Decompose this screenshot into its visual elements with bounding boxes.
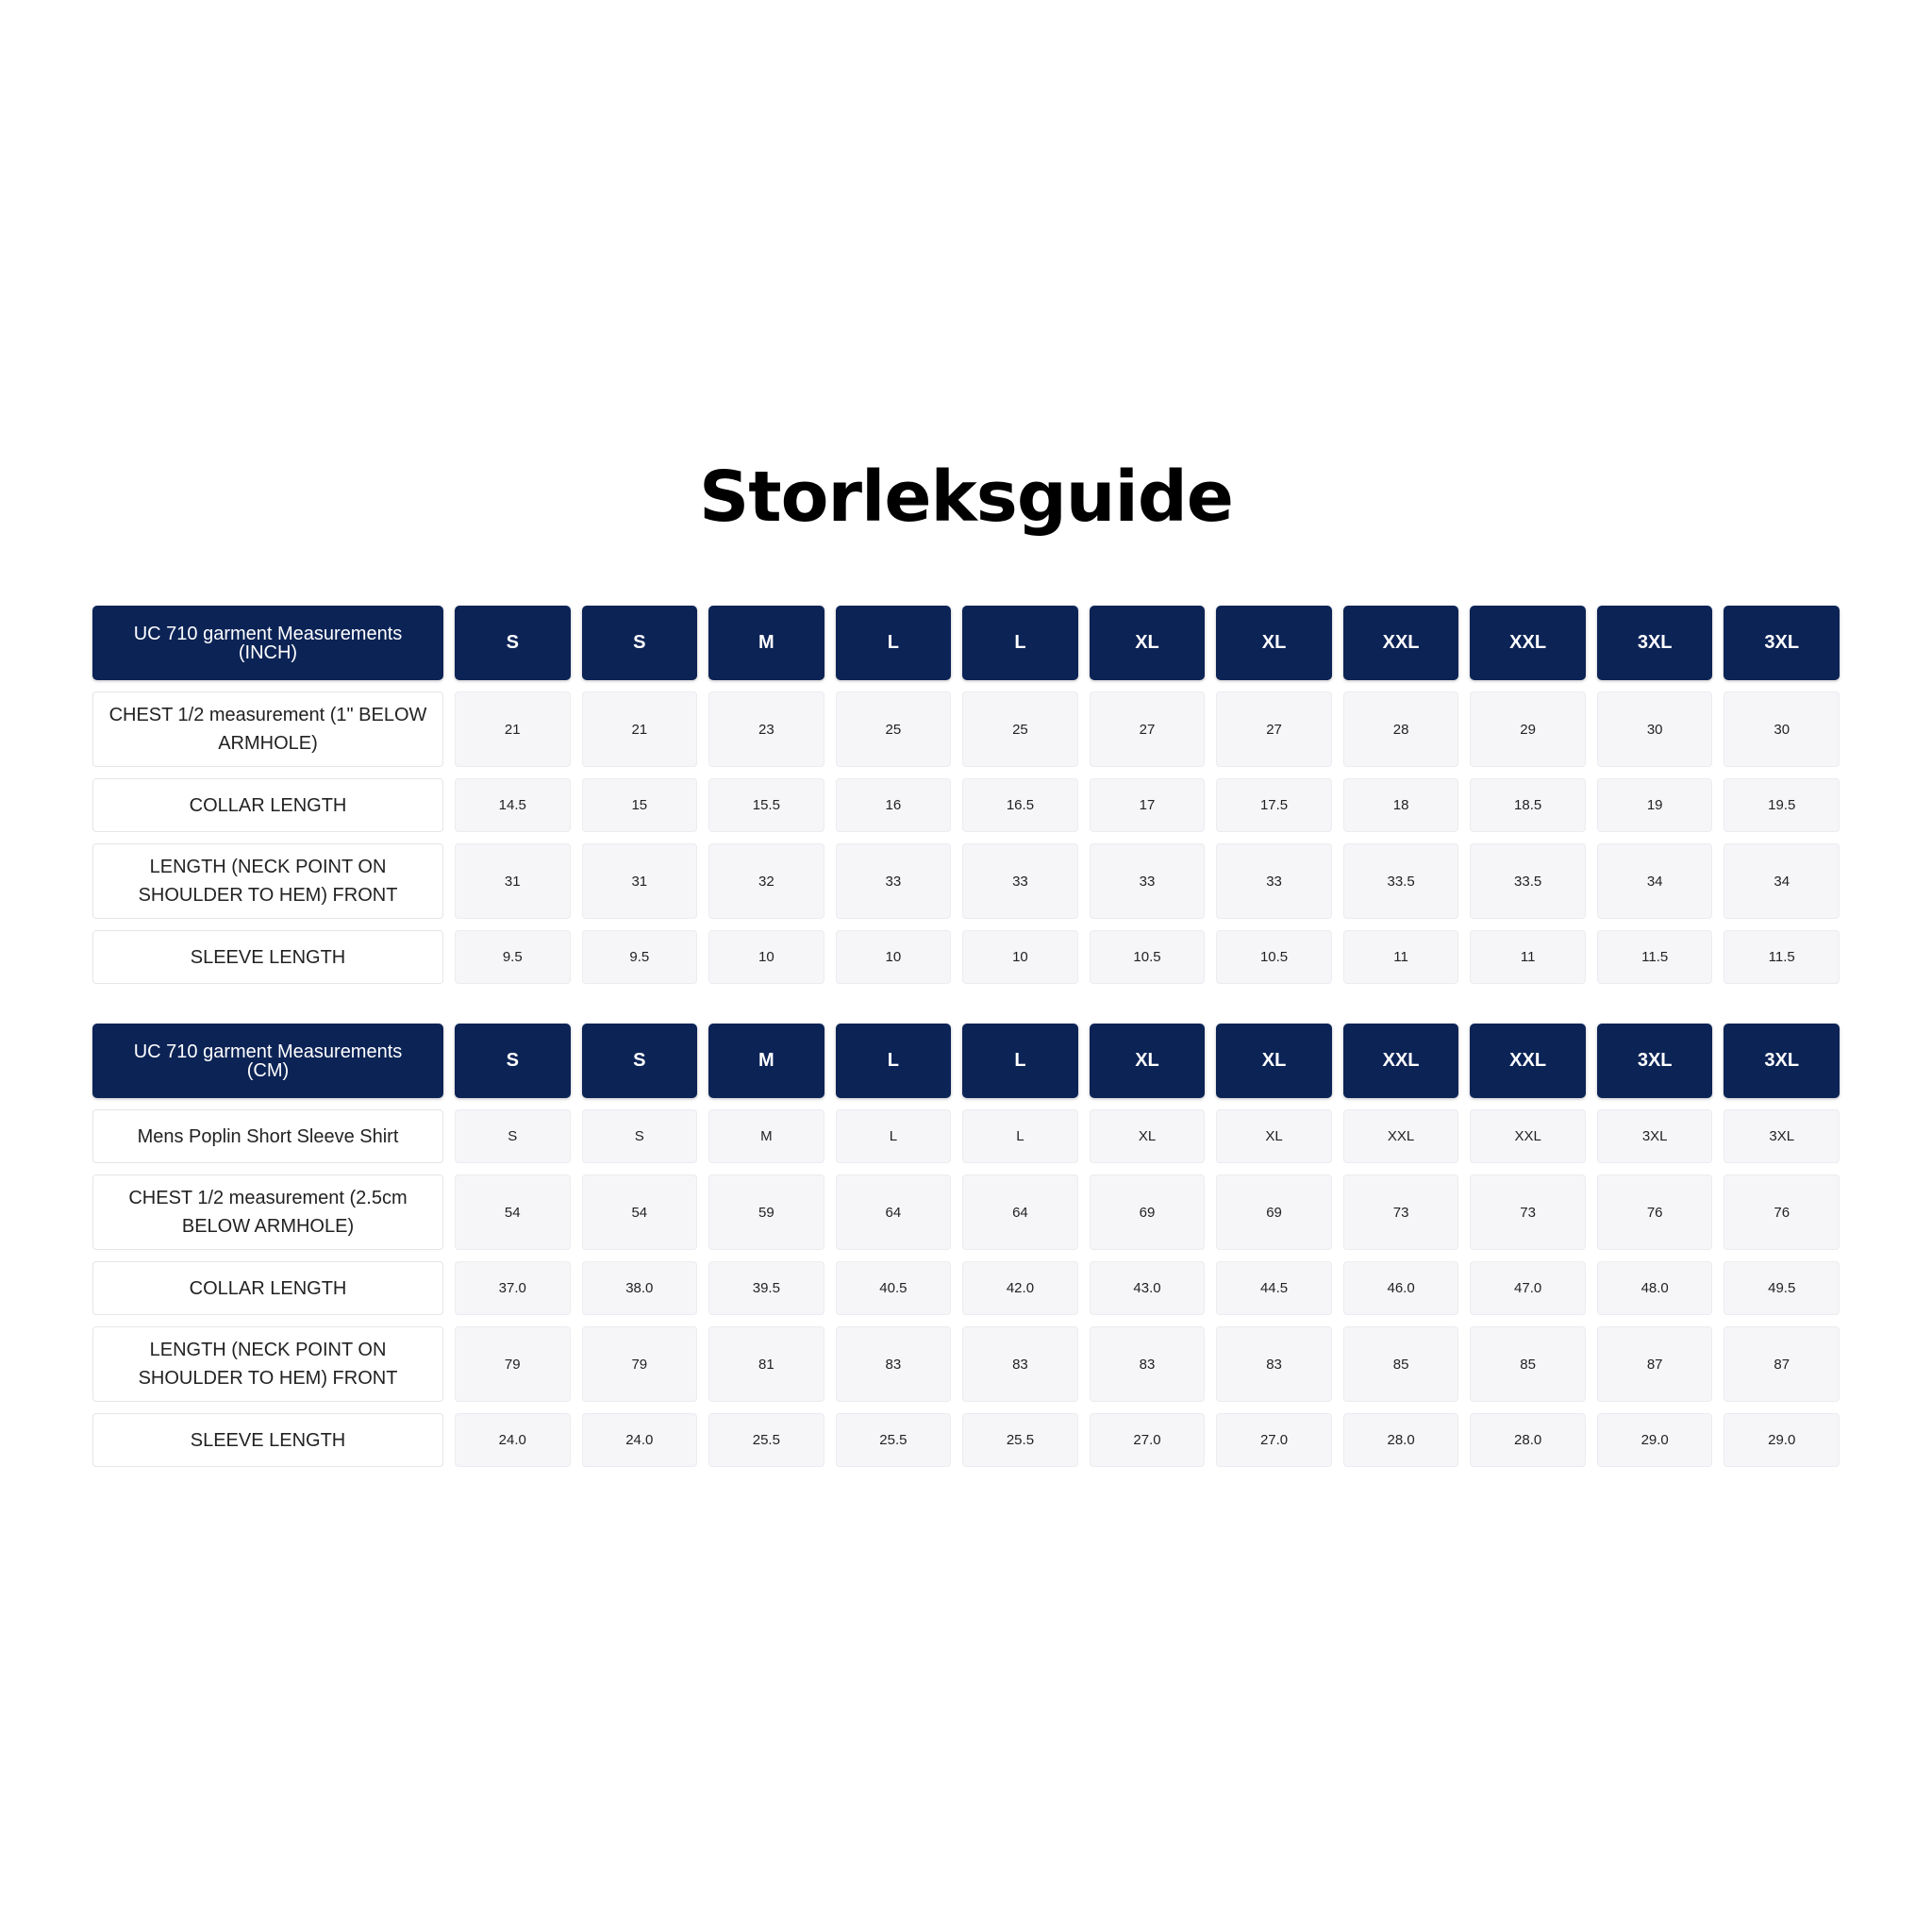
table-cell: 24.0: [455, 1413, 571, 1467]
size-table-inch: [92, 606, 1840, 984]
size-header: XL: [1090, 606, 1206, 680]
table-cell: S: [455, 1109, 571, 1163]
size-header: XL: [1216, 606, 1332, 680]
row-label: COLLAR LENGTH: [92, 1261, 443, 1315]
table-cell: 33: [1090, 843, 1206, 919]
table-cell: 25: [836, 691, 952, 767]
table-cell: XL: [1216, 1109, 1332, 1163]
table-cell: 73: [1343, 1174, 1459, 1250]
table-cell: 16.5: [962, 778, 1078, 832]
size-header: S: [582, 606, 698, 680]
size-header: L: [836, 606, 952, 680]
table-cell: 85: [1343, 1326, 1459, 1402]
table-cell: 27.0: [1090, 1413, 1206, 1467]
table-cell: 64: [836, 1174, 952, 1250]
size-header: XXL: [1343, 606, 1459, 680]
table-cell: 10: [836, 930, 952, 984]
table-cell: 34: [1597, 843, 1713, 919]
table-cell: 64: [962, 1174, 1078, 1250]
table-cell: 19.5: [1724, 778, 1840, 832]
table-cell: 81: [708, 1326, 824, 1402]
table-cell: 3XL: [1724, 1109, 1840, 1163]
table-cell: 25.5: [708, 1413, 824, 1467]
size-header: XXL: [1470, 606, 1586, 680]
table-cell: XXL: [1470, 1109, 1586, 1163]
table-cell: 27: [1090, 691, 1206, 767]
table-header-label: UC 710 garment Measurements (CM): [92, 1024, 443, 1098]
table-cell: 79: [582, 1326, 698, 1402]
row-label: CHEST 1/2 measurement (2.5cm BELOW ARMHOLE): [92, 1174, 443, 1250]
table-cell: 87: [1724, 1326, 1840, 1402]
table-cell: 76: [1724, 1174, 1840, 1250]
table-cell: 33: [836, 843, 952, 919]
table-cell: 25.5: [836, 1413, 952, 1467]
table-cell: 39.5: [708, 1261, 824, 1315]
row-label: COLLAR LENGTH: [92, 778, 443, 832]
table-cell: 29.0: [1724, 1413, 1840, 1467]
size-header: S: [582, 1024, 698, 1098]
table-cell: 59: [708, 1174, 824, 1250]
table-cell: 83: [836, 1326, 952, 1402]
table-cell: 18.5: [1470, 778, 1586, 832]
table-cell: 10.5: [1090, 930, 1206, 984]
table-cell: XXL: [1343, 1109, 1459, 1163]
table-cell: 85: [1470, 1326, 1586, 1402]
table-cell: 46.0: [1343, 1261, 1459, 1315]
table-cell: 10: [962, 930, 1078, 984]
size-header: M: [708, 606, 824, 680]
size-header: L: [962, 1024, 1078, 1098]
size-header: S: [455, 1024, 571, 1098]
table-cell: 25.5: [962, 1413, 1078, 1467]
table-cell: 30: [1724, 691, 1840, 767]
size-header: 3XL: [1724, 1024, 1840, 1098]
table-cell: 38.0: [582, 1261, 698, 1315]
size-header: XXL: [1470, 1024, 1586, 1098]
table-cell: 11: [1470, 930, 1586, 984]
table-cell: 28.0: [1343, 1413, 1459, 1467]
table-cell: 14.5: [455, 778, 571, 832]
table-cell: 76: [1597, 1174, 1713, 1250]
row-label: LENGTH (NECK POINT ON SHOULDER TO HEM) FRONT: [92, 843, 443, 919]
table-cell: 11: [1343, 930, 1459, 984]
table-cell: 34: [1724, 843, 1840, 919]
table-cell: 18: [1343, 778, 1459, 832]
table-cell: 40.5: [836, 1261, 952, 1315]
size-header: L: [962, 606, 1078, 680]
table-cell: 49.5: [1724, 1261, 1840, 1315]
size-header: 3XL: [1724, 606, 1840, 680]
size-header: XL: [1090, 1024, 1206, 1098]
table-cell: 54: [455, 1174, 571, 1250]
table-cell: 83: [1090, 1326, 1206, 1402]
table-cell: 21: [582, 691, 698, 767]
table-cell: 33: [962, 843, 1078, 919]
row-label: LENGTH (NECK POINT ON SHOULDER TO HEM) FRONT: [92, 1326, 443, 1402]
table-cell: 33: [1216, 843, 1332, 919]
size-header: XXL: [1343, 1024, 1459, 1098]
size-header: 3XL: [1597, 606, 1713, 680]
table-cell: 28.0: [1470, 1413, 1586, 1467]
table-cell: 54: [582, 1174, 698, 1250]
table-cell: XL: [1090, 1109, 1206, 1163]
table-cell: 15: [582, 778, 698, 832]
table-cell: 42.0: [962, 1261, 1078, 1315]
table-cell: 27.0: [1216, 1413, 1332, 1467]
table-cell: 33.5: [1343, 843, 1459, 919]
table-header-label: UC 710 garment Measurements (INCH): [92, 606, 443, 680]
table-cell: 31: [455, 843, 571, 919]
table-cell: 37.0: [455, 1261, 571, 1315]
table-cell: 83: [1216, 1326, 1332, 1402]
page-title: Storleksguide: [699, 456, 1233, 538]
table-cell: M: [708, 1109, 824, 1163]
table-cell: 32: [708, 843, 824, 919]
table-cell: 21: [455, 691, 571, 767]
row-label: SLEEVE LENGTH: [92, 930, 443, 984]
size-header: S: [455, 606, 571, 680]
row-label: CHEST 1/2 measurement (1" BELOW ARMHOLE): [92, 691, 443, 767]
table-cell: 79: [455, 1326, 571, 1402]
table-cell: 24.0: [582, 1413, 698, 1467]
row-label: Mens Poplin Short Sleeve Shirt: [92, 1109, 443, 1163]
table-cell: 10.5: [1216, 930, 1332, 984]
table-cell: 87: [1597, 1326, 1713, 1402]
size-table-cm: [92, 1024, 1840, 1467]
size-header: M: [708, 1024, 824, 1098]
row-label: SLEEVE LENGTH: [92, 1413, 443, 1467]
table-cell: 48.0: [1597, 1261, 1713, 1315]
table-cell: 44.5: [1216, 1261, 1332, 1315]
table-cell: L: [836, 1109, 952, 1163]
size-header: L: [836, 1024, 952, 1098]
table-cell: 11.5: [1724, 930, 1840, 984]
table-cell: 33.5: [1470, 843, 1586, 919]
table-cell: S: [582, 1109, 698, 1163]
table-cell: 28: [1343, 691, 1459, 767]
table-cell: 25: [962, 691, 1078, 767]
size-header: XL: [1216, 1024, 1332, 1098]
table-cell: 73: [1470, 1174, 1586, 1250]
table-cell: 43.0: [1090, 1261, 1206, 1315]
table-cell: 15.5: [708, 778, 824, 832]
table-cell: 9.5: [455, 930, 571, 984]
table-cell: 19: [1597, 778, 1713, 832]
table-cell: 23: [708, 691, 824, 767]
table-cell: 69: [1216, 1174, 1332, 1250]
table-cell: 29: [1470, 691, 1586, 767]
table-cell: L: [962, 1109, 1078, 1163]
table-cell: 29.0: [1597, 1413, 1713, 1467]
table-cell: 27: [1216, 691, 1332, 767]
table-cell: 69: [1090, 1174, 1206, 1250]
table-cell: 16: [836, 778, 952, 832]
table-cell: 47.0: [1470, 1261, 1586, 1315]
table-cell: 17.5: [1216, 778, 1332, 832]
size-header: 3XL: [1597, 1024, 1713, 1098]
table-cell: 11.5: [1597, 930, 1713, 984]
table-cell: 83: [962, 1326, 1078, 1402]
table-cell: 17: [1090, 778, 1206, 832]
table-cell: 9.5: [582, 930, 698, 984]
table-cell: 31: [582, 843, 698, 919]
table-cell: 3XL: [1597, 1109, 1713, 1163]
table-cell: 30: [1597, 691, 1713, 767]
table-cell: 10: [708, 930, 824, 984]
